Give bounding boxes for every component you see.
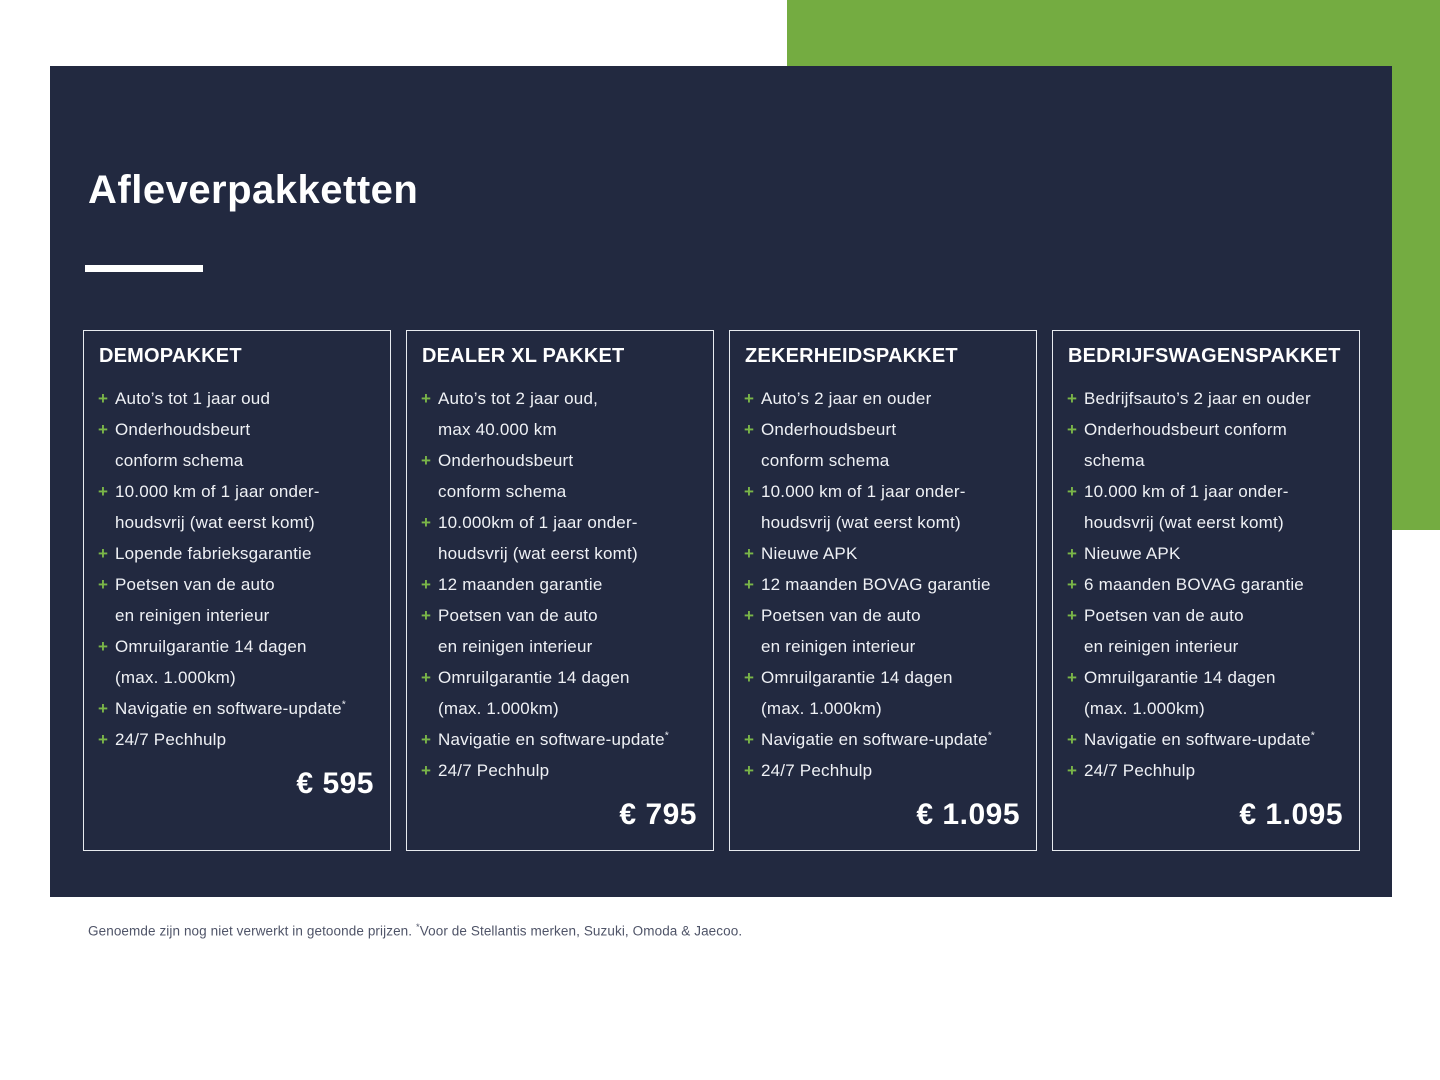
feature-line: schema [1084,451,1145,470]
plus-icon: + [421,606,431,625]
feature-line: Nieuwe APK [761,544,858,563]
feature-line: 12 maanden BOVAG garantie [761,575,991,594]
feature-line: 24/7 Pechhulp [1084,761,1196,780]
feature-line: 10.000 km of 1 jaar onder- [115,482,320,501]
plus-icon: + [744,761,754,780]
feature-line: 10.000km of 1 jaar onder- [438,513,638,532]
package-feature [98,569,376,631]
feature-line: 10.000 km of 1 jaar onder- [1084,482,1289,501]
plus-icon: + [421,513,431,532]
feature-line: Nieuwe APK [1084,544,1181,563]
plus-icon: + [421,575,431,594]
feature-line: Navigatie en software-update* [438,729,670,749]
feature-line: (max. 1.000km) [115,668,236,687]
package-feature [421,507,699,569]
package-price: € 1.095 [916,798,1020,831]
plus-icon: + [98,544,108,563]
feature-line: Poetsen van de auto [115,575,275,594]
feature-line: Poetsen van de auto [1084,606,1244,625]
plus-icon: + [744,389,754,408]
package-feature [421,383,699,445]
feature-line: en reinigen interieur [115,606,270,625]
feature-list [421,383,699,786]
feature-asterisk: * [341,698,347,711]
package-title: ZEKERHEIDSPAKKET [745,345,958,367]
feature-line: Navigatie en software-update* [1084,729,1316,749]
feature-line: Bedrijfsauto’s 2 jaar en ouder [1084,389,1311,408]
feature-line: (max. 1.000km) [761,699,882,718]
plus-icon: + [98,730,108,749]
package-card [729,330,1037,851]
feature-list [744,383,1022,786]
package-feature [1067,662,1345,724]
footnote-text-before: Genoemde zijn nog niet verwerkt in getoonde prijzen. [88,923,416,939]
feature-line: Auto’s tot 2 jaar oud, [438,389,599,408]
feature-line: Poetsen van de auto [761,606,921,625]
plus-icon: + [1067,482,1077,501]
plus-icon: + [421,761,431,780]
package-feature [98,414,376,476]
packages-row [83,330,1360,851]
plus-icon: + [421,668,431,687]
plus-icon: + [744,668,754,687]
package-feature [421,724,699,755]
feature-line: 6 maanden BOVAG garantie [1084,575,1304,594]
footnote [88,922,742,939]
feature-line: Omruilgarantie 14 dagen [438,668,630,687]
plus-icon: + [98,575,108,594]
package-feature [744,476,1022,538]
package-feature [421,600,699,662]
package-feature [1067,755,1345,786]
package-feature [98,476,376,538]
package-feature [744,755,1022,786]
plus-icon: + [744,420,754,439]
package-feature [98,724,376,755]
package-feature [1067,414,1345,476]
package-feature [98,631,376,693]
feature-line: en reinigen interieur [1084,637,1239,656]
plus-icon: + [744,606,754,625]
feature-line: 24/7 Pechhulp [438,761,550,780]
feature-line: Onderhoudsbeurt [115,420,251,439]
plus-icon: + [744,482,754,501]
plus-icon: + [98,389,108,408]
package-card [406,330,714,851]
plus-icon: + [744,730,754,749]
plus-icon: + [1067,606,1077,625]
feature-line: Omruilgarantie 14 dagen [761,668,953,687]
package-feature [744,414,1022,476]
plus-icon: + [421,389,431,408]
plus-icon: + [98,637,108,656]
feature-line: houdsvrij (wat eerst komt) [115,513,315,532]
feature-list [1067,383,1345,786]
package-feature [421,755,699,786]
feature-line: Onderhoudsbeurt conform [1084,420,1288,439]
package-title: BEDRIJFSWAGENSPAKKET [1068,345,1341,367]
package-feature [744,383,1022,414]
feature-list [98,383,376,755]
package-feature [744,724,1022,755]
feature-line: Poetsen van de auto [438,606,598,625]
package-feature [1067,569,1345,600]
feature-line: Omruilgarantie 14 dagen [115,637,307,656]
feature-asterisk: * [1310,729,1316,742]
footnote-text-after: Voor de Stellantis merken, Suzuki, Omoda & Jaecoo. [419,923,743,939]
package-feature [98,693,376,724]
package-feature [1067,600,1345,662]
feature-line: 24/7 Pechhulp [115,730,227,749]
package-feature [421,569,699,600]
package-feature [744,569,1022,600]
feature-line: houdsvrij (wat eerst komt) [1084,513,1284,532]
package-feature [744,662,1022,724]
footnote-asterisk: * [416,922,420,933]
feature-line: Auto’s 2 jaar en ouder [761,389,932,408]
feature-line: Navigatie en software-update* [761,729,993,749]
package-title: DEALER XL PAKKET [422,345,625,367]
plus-icon: + [1067,389,1077,408]
page-title: Afleverpakketten [88,168,419,212]
plus-icon: + [1067,668,1077,687]
package-feature [744,538,1022,569]
main-panel [50,66,1392,897]
feature-line: (max. 1.000km) [1084,699,1205,718]
feature-line: 12 maanden garantie [438,575,603,594]
plus-icon: + [1067,420,1077,439]
plus-icon: + [1067,575,1077,594]
plus-icon: + [1067,730,1077,749]
plus-icon: + [98,482,108,501]
plus-icon: + [98,420,108,439]
package-feature [421,662,699,724]
package-feature [1067,383,1345,414]
package-price: € 795 [619,798,697,831]
package-feature [98,383,376,414]
feature-line: Onderhoudsbeurt [438,451,574,470]
package-title: DEMOPAKKET [99,345,242,367]
feature-line: Navigatie en software-update* [115,698,347,718]
feature-line: max 40.000 km [438,420,557,439]
feature-line: conform schema [115,451,244,470]
package-feature [421,445,699,507]
package-card [1052,330,1360,851]
feature-line: 10.000 km of 1 jaar onder- [761,482,966,501]
plus-icon: + [421,451,431,470]
feature-line: en reinigen interieur [761,637,916,656]
feature-line: Lopende fabrieksgarantie [115,544,312,563]
feature-line: Auto’s tot 1 jaar oud [115,389,271,408]
plus-icon: + [744,544,754,563]
feature-line: Onderhoudsbeurt [761,420,897,439]
package-price: € 1.095 [1239,798,1343,831]
plus-icon: + [1067,761,1077,780]
feature-line: conform schema [438,482,567,501]
feature-line: (max. 1.000km) [438,699,559,718]
feature-asterisk: * [664,729,670,742]
plus-icon: + [1067,544,1077,563]
feature-line: en reinigen interieur [438,637,593,656]
feature-line: houdsvrij (wat eerst komt) [438,544,638,563]
package-feature [744,600,1022,662]
feature-asterisk: * [987,729,993,742]
feature-line: 24/7 Pechhulp [761,761,873,780]
plus-icon: + [744,575,754,594]
package-feature [1067,476,1345,538]
feature-line: conform schema [761,451,890,470]
package-price: € 595 [296,767,374,800]
package-card [83,330,391,851]
plus-icon: + [98,699,108,718]
package-feature [1067,724,1345,755]
plus-icon: + [421,730,431,749]
package-feature [1067,538,1345,569]
package-feature [98,538,376,569]
feature-line: houdsvrij (wat eerst komt) [761,513,961,532]
feature-line: Omruilgarantie 14 dagen [1084,668,1276,687]
title-underline [85,265,203,272]
